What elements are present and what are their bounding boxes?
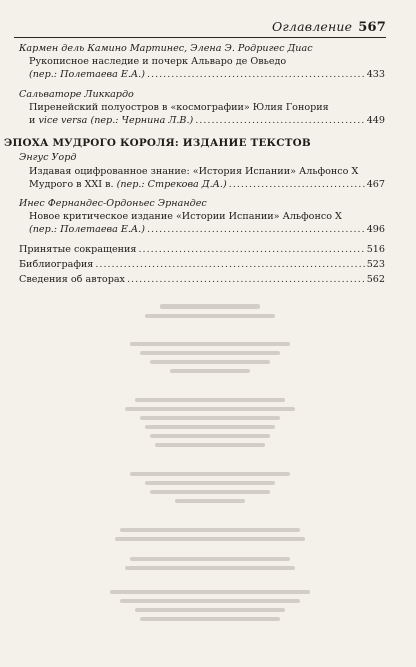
- entry-title-line: [29, 223, 145, 236]
- translator-note: (пер.: Стрекова Д.А.): [116, 178, 227, 190]
- running-head: [272, 19, 386, 35]
- entry-author: Кармен дель Камино Мартинес, Элена Э. Родригес Диас: [19, 43, 313, 54]
- entry-title-line: [29, 68, 145, 81]
- header-rule: [14, 37, 386, 38]
- appendix-row: [19, 258, 385, 271]
- translator-note: (пер.: Полетаева Е.А.): [29, 224, 145, 236]
- entry-title-line: Пиренейский полуостров в «космографии» Юлия Гонория: [29, 101, 329, 113]
- table-of-contents: [4, 42, 385, 286]
- page-number: 567: [358, 20, 386, 35]
- dot-leader: [147, 68, 365, 81]
- translator-note: (пер.: Полетаева Е.А.): [29, 69, 145, 81]
- appendix-label: Библиография: [19, 258, 94, 270]
- entry-page-row: [19, 114, 385, 127]
- show-through-texture: [90, 300, 330, 630]
- entry-page-row: [19, 223, 385, 236]
- entry-title-line: Рукописное наследие и почерк Альваро де Овьедо: [29, 56, 287, 68]
- toc-entry: [19, 151, 385, 191]
- entry-page-row: [19, 178, 385, 191]
- entry-page: 433: [366, 69, 385, 81]
- entry-title-prefix: и: [29, 115, 36, 127]
- entry-title-line: Новое критическое издание «Истории Испании» Альфонсо Х: [29, 211, 342, 223]
- entry-title-line: Издавая оцифрованное знание: «История Испании» Альфонсо Х: [29, 165, 359, 177]
- entry-title-line: [29, 114, 193, 127]
- entry-page: 496: [366, 224, 385, 236]
- entry-title-italic: vice versa: [38, 115, 88, 127]
- translator-note: (пер.: Чернина Л.В.): [90, 115, 194, 127]
- dot-leader: [195, 114, 364, 127]
- appendix-page: 562: [366, 274, 385, 286]
- entry-page: 467: [366, 178, 385, 190]
- appendix-page: 516: [366, 243, 385, 255]
- section-heading: ЭПОХА МУДРОГО КОРОЛЯ: ИЗДАНИЕ ТЕКСТОВ: [4, 137, 311, 150]
- entry-title-text: Мудрого в XXI в.: [29, 178, 114, 190]
- entry-author: Инес Фернандес-Ордоньес Эрнандес: [19, 198, 207, 210]
- appendix-row: [19, 243, 385, 256]
- dot-leader: [138, 243, 364, 256]
- toc-entry: [19, 42, 385, 82]
- entry-title-line: [29, 178, 227, 191]
- appendix-row: [19, 273, 385, 286]
- dot-leader: [147, 223, 365, 236]
- appendix-label: Сведения об авторах: [19, 274, 125, 286]
- appendix-page: 523: [366, 258, 385, 270]
- entry-author: Энгус Уорд: [19, 152, 77, 164]
- dot-leader: [229, 178, 365, 191]
- entry-author: Сальваторе Ликкардо: [19, 88, 134, 100]
- entry-page-row: [19, 68, 385, 81]
- entry-page: 449: [366, 115, 385, 127]
- appendix-label: Принятые сокращения: [19, 243, 137, 255]
- dot-leader: [127, 273, 365, 286]
- running-head-title: Оглавление: [271, 19, 353, 34]
- toc-entry: [19, 88, 385, 128]
- reverse-side-show-through: [90, 300, 330, 634]
- toc-entry: [19, 197, 385, 237]
- dot-leader: [95, 258, 364, 271]
